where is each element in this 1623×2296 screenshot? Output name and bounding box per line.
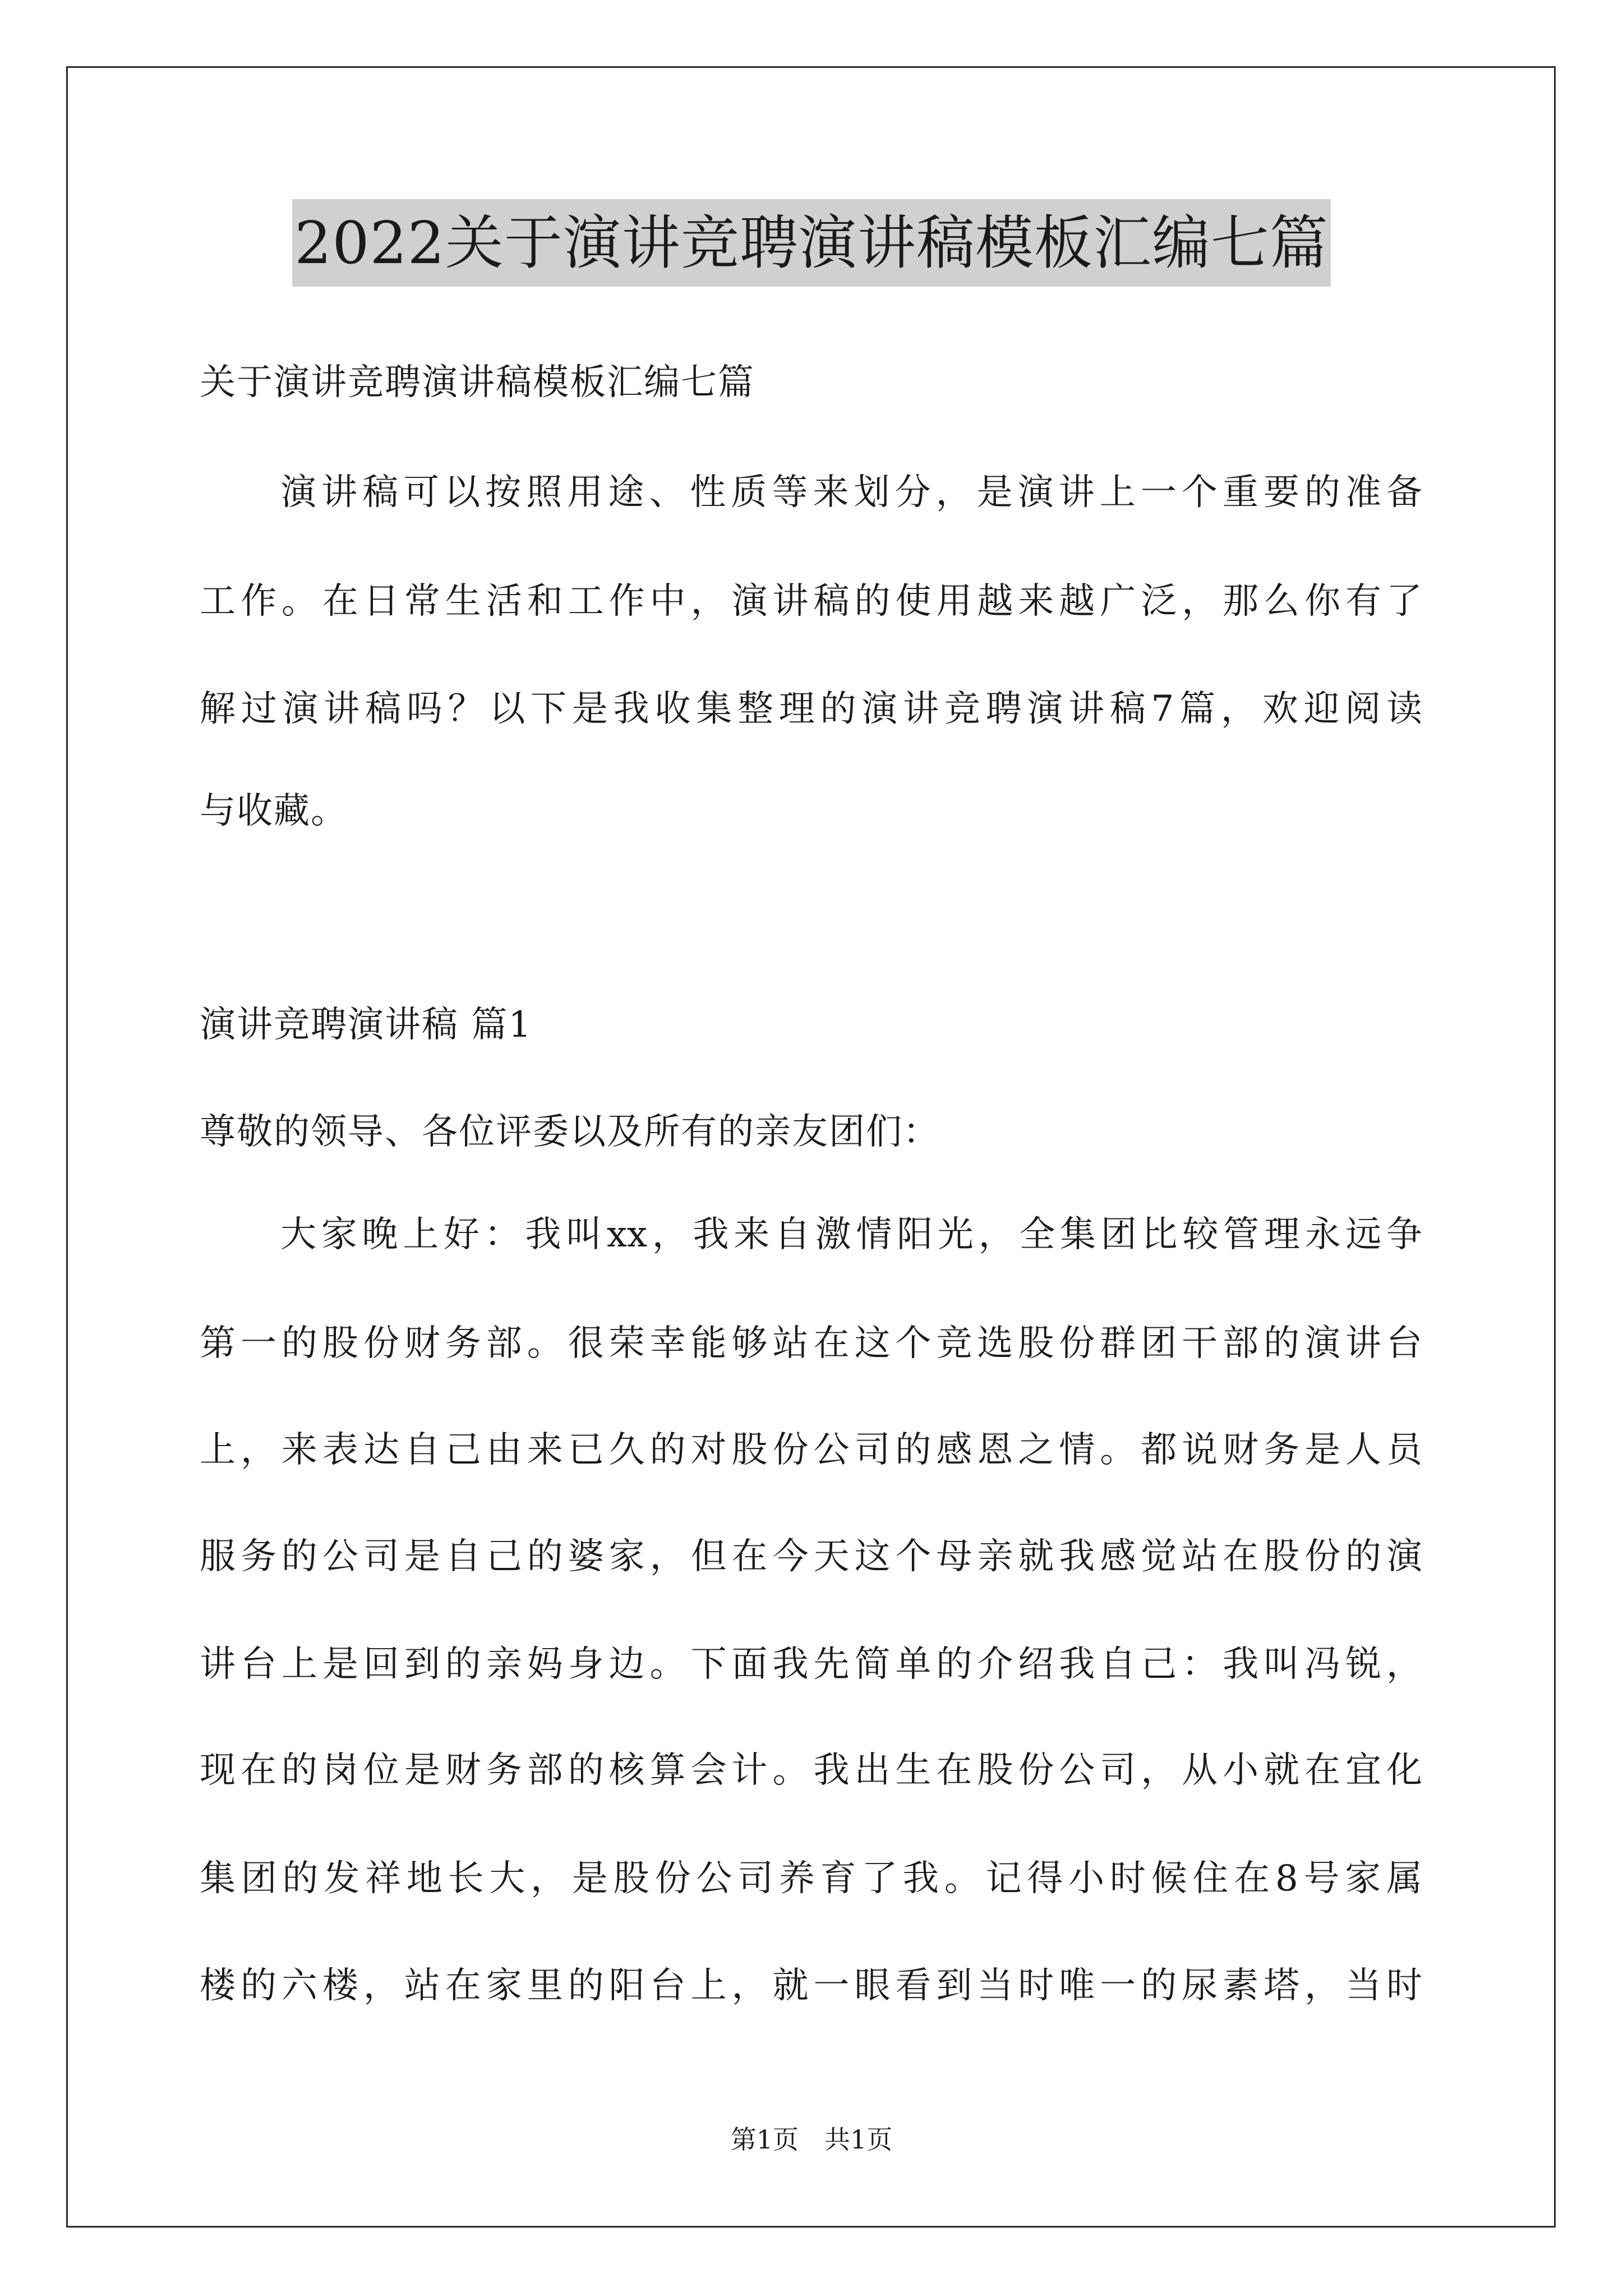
intro-line: 工作。在日常生活和工作中，演讲稿的使用越来越广泛，那么你有了	[200, 581, 1422, 622]
section-heading: 演讲竞聘演讲稿 篇1	[200, 1004, 533, 1046]
salutation: 尊敬的领导、各位评委以及所有的亲友团们：	[200, 1111, 940, 1153]
body-line: 上，来表达自己由来已久的对股份公司的感恩之情。都说财务是人员	[200, 1429, 1422, 1471]
body-line: 第一的股份财务部。很荣幸能够站在这个竞选股份群团干部的演讲台	[200, 1323, 1422, 1364]
body-line: 大家晚上好：我叫xx，我来自激情阳光，全集团比较管理永远争	[280, 1214, 1422, 1255]
page-footer	[0, 2122, 1623, 2157]
body-line: 讲台上是回到的亲妈身边。下面我先简单的介绍我自己：我叫冯锐，	[200, 1644, 1422, 1685]
intro-line: 演讲稿可以按照用途、性质等来划分，是演讲上一个重要的准备	[280, 472, 1422, 513]
page-total: 共1页	[824, 2124, 893, 2155]
intro-line: 解过演讲稿吗？以下是我收集整理的演讲竞聘演讲稿7篇，欢迎阅读	[200, 688, 1422, 730]
page-number: 第1页	[730, 2124, 799, 2155]
body-line: 楼的六楼，站在家里的阳台上，就一眼看到当时唯一的尿素塔，当时	[200, 1965, 1422, 2007]
intro-line: 与收藏。	[200, 790, 348, 832]
body-line: 集团的发祥地长大，是股份公司养育了我。记得小时候住在8号家属	[200, 1858, 1422, 1899]
body-line: 服务的公司是自己的婆家，但在今天这个母亲就我感觉站在股份的演	[200, 1536, 1422, 1577]
document-title: 2022关于演讲竞聘演讲稿模板汇编七篇	[292, 199, 1331, 287]
document-subtitle: 关于演讲竞聘演讲稿模板汇编七篇	[200, 362, 755, 403]
body-line: 现在的岗位是财务部的核算会计。我出生在股份公司，从小就在宜化	[200, 1750, 1422, 1791]
title-container	[0, 199, 1623, 287]
